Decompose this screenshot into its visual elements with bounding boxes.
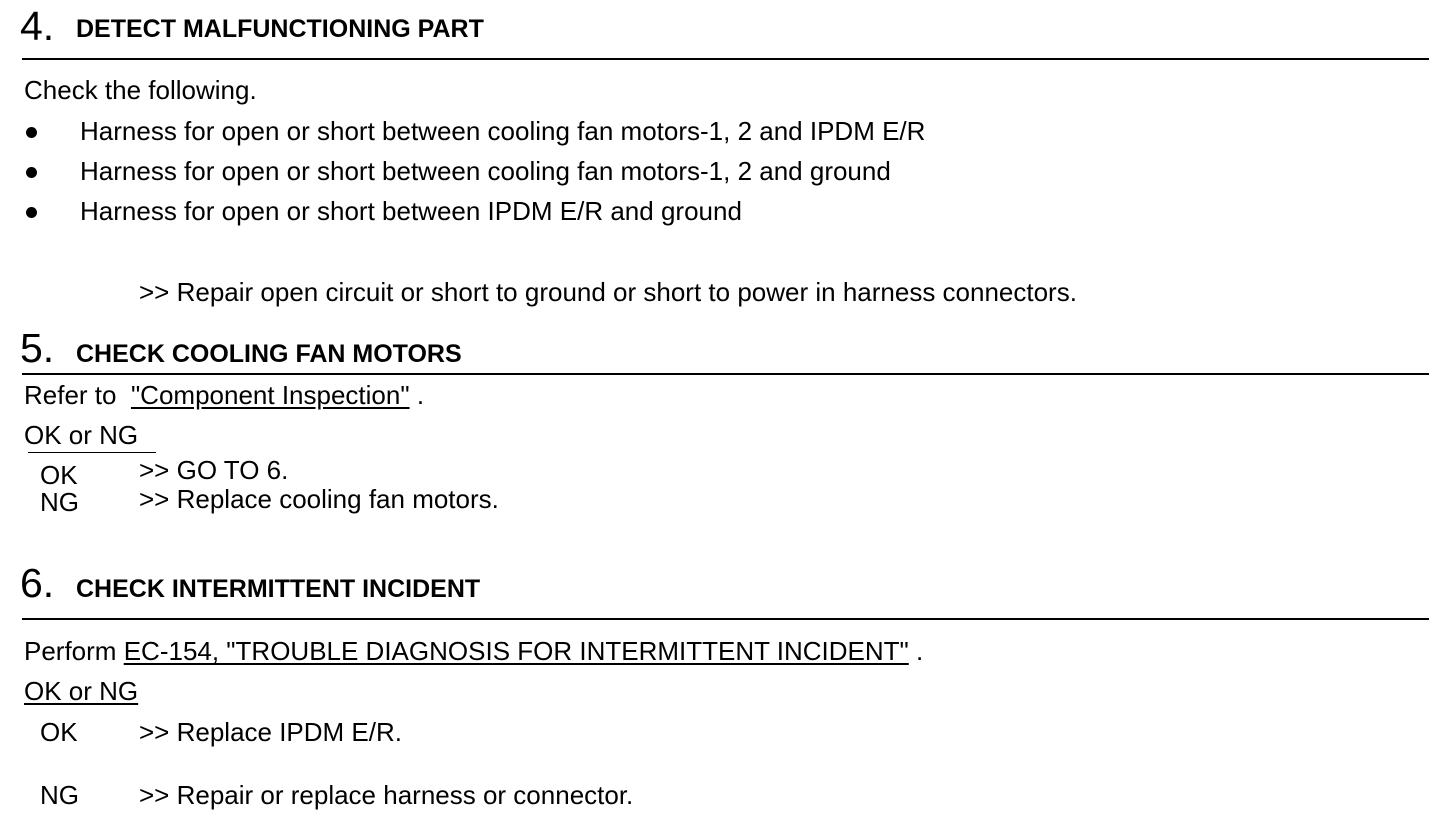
step-6-divider [22,618,1429,620]
list-item: Harness for open or short between IPDM E/R and ground [80,196,742,226]
step-6-title: CHECK INTERMITTENT INCIDENT [76,575,481,603]
okng-heading-text: OK or NG [24,676,139,706]
bullet-dot-icon [26,167,37,178]
step-5-ng-label: NG [40,487,79,517]
component-inspection-link[interactable]: "Component Inspection" [130,380,410,410]
step-5-ng-action: >> Replace cooling fan motors. [139,484,499,514]
step-5-refer-line [24,380,424,410]
step-5-ok-label: OK [40,460,78,490]
step-5-ok-action: >> GO TO 6. [139,455,289,485]
step-6-ng-action: >> Repair or replace harness or connector. [139,780,634,810]
step-4-intro: Check the following. [24,75,257,105]
okng-underline [28,452,156,453]
bullet-dot-icon [26,207,37,218]
refer-prefix: Refer to [24,380,117,410]
step-6-okng-heading [24,676,138,706]
perform-suffix: . [916,636,924,666]
step-4-title: DETECT MALFUNCTIONING PART [76,15,484,43]
bullet-dot-icon [26,127,37,138]
step-6-number: 6. [20,560,55,606]
ec-154-link[interactable]: EC-154, "TROUBLE DIAGNOSIS FOR INTERMITTENT INCIDENT" [123,636,909,666]
step-5-title: CHECK COOLING FAN MOTORS [76,340,462,368]
step-6-ok-action: >> Replace IPDM E/R. [139,717,402,747]
step-5-number: 5. [20,325,55,371]
step-5-divider [22,373,1429,375]
step-6-perform-line [24,636,923,666]
step-4-result: >> Repair open circuit or short to ground or short to power in harness connectors. [139,277,1077,307]
step-6-ng-label: NG [40,780,79,810]
perform-prefix: Perform [24,636,117,666]
list-item: Harness for open or short between cooling fan motors-1, 2 and IPDM E/R [80,116,926,146]
step-4-number: 4. [20,3,55,49]
step-5-okng-heading: OK or NG [24,420,139,450]
step-6-ok-label: OK [40,717,78,747]
refer-suffix: . [416,380,425,410]
step-4-divider [22,58,1429,60]
list-item: Harness for open or short between cooling fan motors-1, 2 and ground [80,156,891,186]
